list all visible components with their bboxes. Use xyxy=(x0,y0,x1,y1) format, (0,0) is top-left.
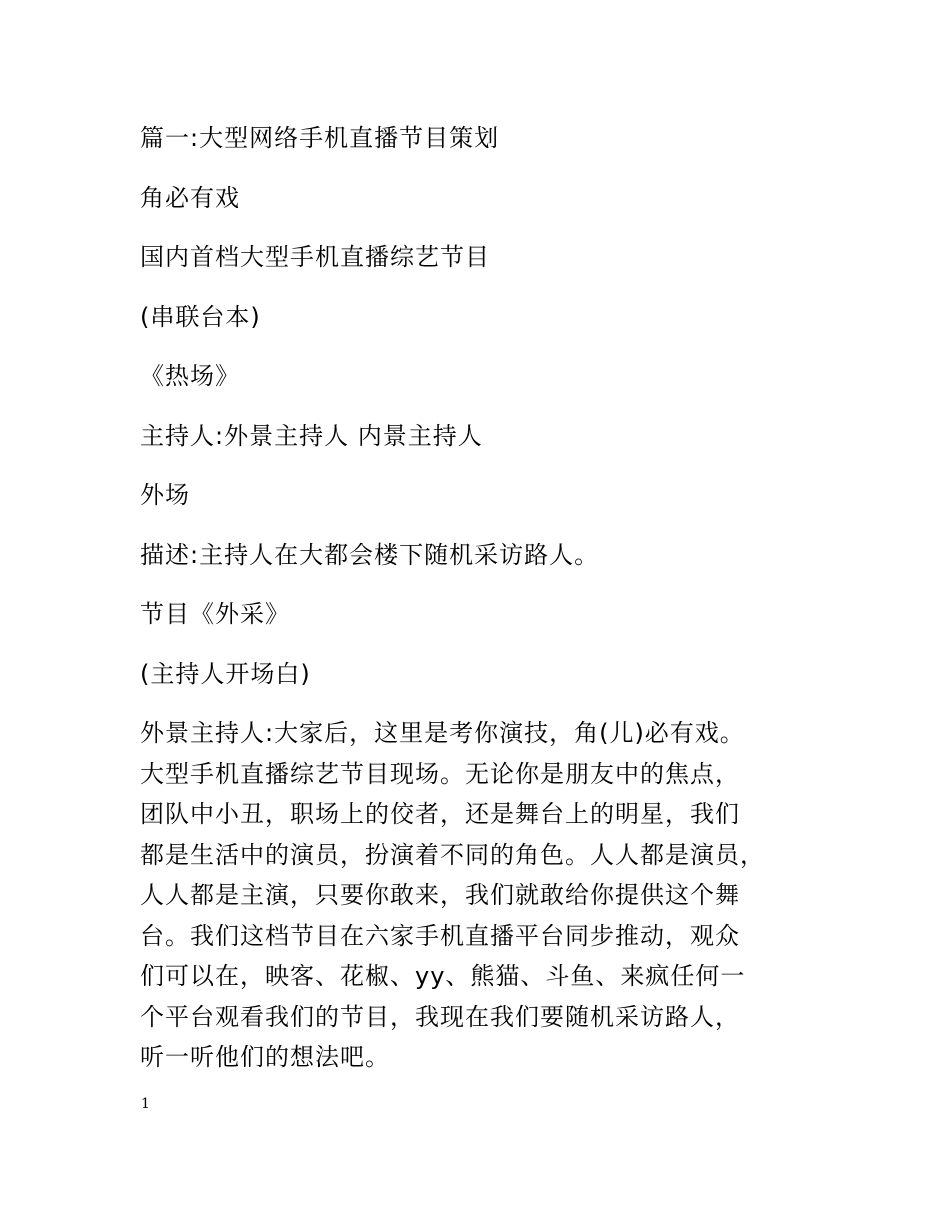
location-line: 外场 xyxy=(140,481,190,509)
script-type: (串联台本) xyxy=(140,302,261,331)
host-opening-paragraph xyxy=(140,713,820,1078)
hosts-line: 主持人:外景主持人 内景主持人 xyxy=(140,421,483,450)
paragraph-line: 都是生活中的演员，扮演着不同的角色。人人都是演员， xyxy=(140,840,765,869)
paragraph-line: 人人都是主演，只要你敢来，我们就敢给你提供这个舞 xyxy=(140,881,740,909)
document-title: 篇一:大型网络手机直播节目策划 xyxy=(140,124,500,152)
description-line: 描述:主持人在大都会楼下随机采访路人。 xyxy=(140,540,600,569)
paragraph-line: 们可以在，映客、花椒、yy、熊猫、斗鱼、来疯任何一 xyxy=(140,962,746,990)
section-heading-warmup: 《热场》 xyxy=(140,362,240,390)
document-body xyxy=(140,118,820,1078)
paragraph-line: 个平台观看我们的节目，我现在我们要随机采访路人， xyxy=(140,1002,740,1031)
paragraph-line: 外景主持人:大家后，这里是考你演技，角(儿)必有戏。 xyxy=(140,719,745,747)
paragraph-line: 大型手机直播综艺节目现场。无论你是朋友中的焦点， xyxy=(140,759,740,788)
paragraph-line: 台。我们这档节目在六家手机直播平台同步推动，观众 xyxy=(140,921,740,950)
paragraph-line: 团队中小丑，职场上的佼者，还是舞台上的明星，我们 xyxy=(140,800,740,828)
program-name: 角必有戏 xyxy=(140,183,240,212)
opening-remarks-label: (主持人开场白) xyxy=(140,659,311,688)
page-number: 1 xyxy=(141,1096,150,1112)
program-subtitle: 国内首档大型手机直播综艺节目 xyxy=(140,243,490,271)
segment-heading: 节目《外采》 xyxy=(140,600,290,628)
paragraph-line: 听一听他们的想法吧。 xyxy=(140,1043,390,1071)
